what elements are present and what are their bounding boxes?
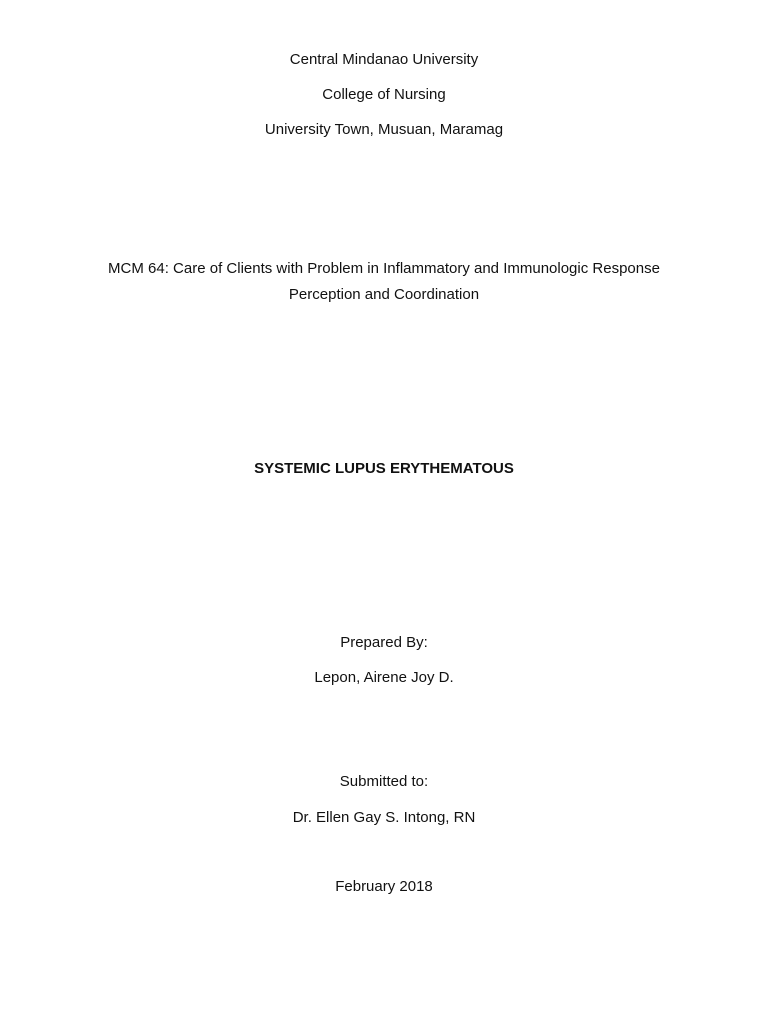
instructor-name: Dr. Ellen Gay S. Intong, RN (292, 809, 476, 826)
course-title: MCM 64: Care of Clients with Problem in Inflammatory and Immunologic Response (108, 260, 660, 277)
university-name: Central Mindanao University (289, 51, 479, 68)
course-subtitle: Perception and Coordination (288, 286, 480, 303)
author-name: Lepon, Airene Joy D. (314, 669, 454, 686)
document-title: SYSTEMIC LUPUS ERYTHEMATOUS (254, 460, 514, 477)
university-address: University Town, Musuan, Maramag (264, 121, 504, 138)
prepared-by-label: Prepared By: (340, 634, 428, 651)
submitted-to-label: Submitted to: (339, 773, 429, 790)
college-name: College of Nursing (322, 86, 446, 103)
submission-date: February 2018 (335, 878, 433, 895)
